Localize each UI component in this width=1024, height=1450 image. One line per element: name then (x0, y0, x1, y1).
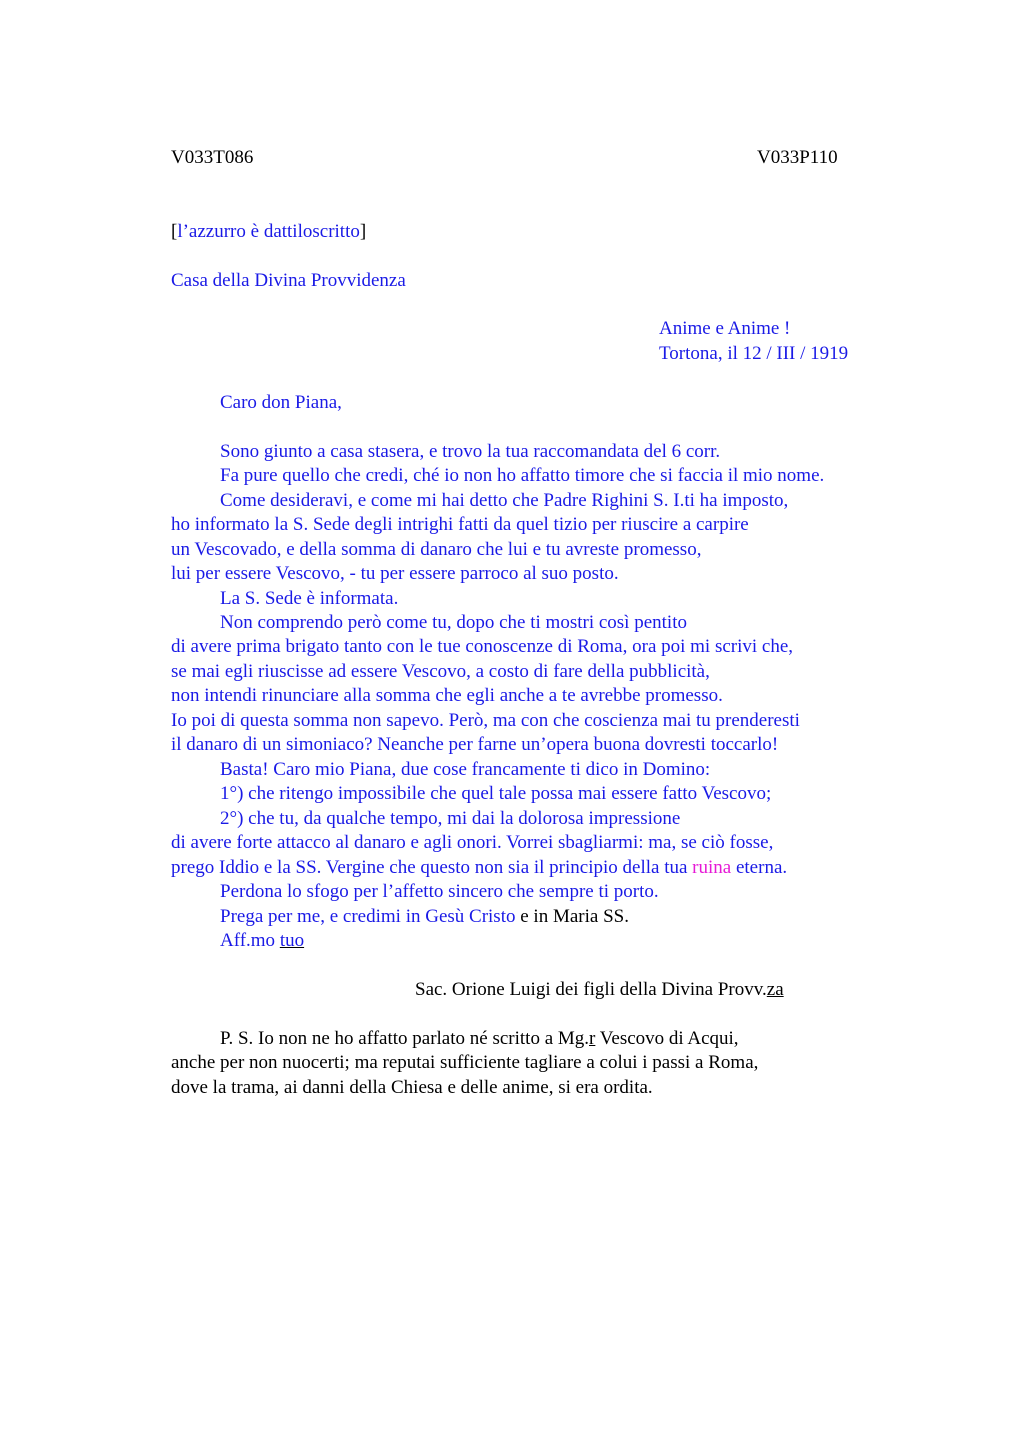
body-line: il danaro di un simoniaco? Neanche per farne un’opera buona dovresti toccarlo! (171, 734, 779, 755)
motto: Anime e Anime ! (659, 318, 791, 339)
body-line: Come desideravi, e come mi hai detto che Padre Righini S. I.ti ha imposto, (220, 490, 789, 511)
note-open-bracket: [ (171, 221, 178, 242)
institution-heading: Casa della Divina Provvidenza (171, 270, 406, 291)
body-line: La S. Sede è informata. (220, 588, 399, 609)
postscript-line: dove la trama, ai danni della Chiesa e delle anime, si era ordita. (171, 1077, 653, 1098)
body-line: Non comprendo però come tu, dopo che ti mostri così pentito (220, 612, 687, 633)
body-line: Fa pure quello che credi, ché io non ho affatto timore che si faccia il mio nome. (220, 465, 825, 486)
postscript-line: anche per non nuocerti; ma reputai sufficiente tagliare a colui i passi a Roma, (171, 1052, 759, 1073)
editorial-note (171, 220, 366, 245)
closing-line (220, 929, 304, 954)
closing-text: Aff.mo (220, 930, 280, 951)
place-date: Tortona, il 12 / III / 1919 (659, 343, 849, 364)
handwritten-text: e in Maria SS. (515, 906, 629, 927)
body-line: 2°) che tu, da qualche tempo, mi dai la dolorosa impressione (220, 808, 681, 829)
body-line: Io poi di questa somma non sapevo. Però, ma con che coscienza mai tu prenderesti (171, 710, 800, 731)
postscript-line (220, 1027, 739, 1052)
body-line: di avere prima brigato tanto con le tue conoscenze di Roma, ora poi mi scrivi che, (171, 636, 794, 657)
body-line: non intendi rinunciare alla somma che egli anche a te avrebbe promesso. (171, 685, 723, 706)
underlined-word: tuo (279, 930, 305, 951)
body-line: 1°) che ritengo impossibile che quel tale possa mai essere fatto Vescovo; (220, 783, 772, 804)
body-line: Sono giunto a casa stasera, e trovo la tua raccomandata del 6 corr. (220, 441, 721, 462)
body-line: se mai egli riuscisse ad essere Vescovo, a costo di fare della pubblicità, (171, 661, 710, 682)
body-line (171, 856, 787, 881)
postscript-underlined: r (589, 1028, 596, 1049)
body-line: lui per essere Vescovo, - tu per essere parroco al suo posto. (171, 563, 619, 584)
body-line (220, 905, 629, 930)
signature-suffix: za (766, 979, 784, 1000)
document-code-right: V033P110 (757, 147, 838, 168)
highlighted-word: ruina (692, 857, 732, 878)
body-line: Perdona lo sfogo per l’affetto sincero che sempre ti porto. (220, 881, 659, 902)
body-line: Basta! Caro mio Piana, due cose francamente ti dico in Domino: (220, 759, 711, 780)
signature (415, 978, 784, 1003)
body-text: prego Iddio e la SS. Vergine che questo non sia il principio della tua (171, 857, 693, 878)
postscript-text: Vescovo di Acqui, (595, 1028, 739, 1049)
body-text: Prega per me, e credimi in Gesù Cristo (220, 906, 516, 927)
body-line: di avere forte attacco al danaro e agli onori. Vorrei sbagliarmi: ma, se ciò fosse, (171, 832, 774, 853)
postscript-text: P. S. Io non ne ho affatto parlato né scritto a Mg. (220, 1028, 590, 1049)
body-text: eterna. (731, 857, 788, 878)
note-text: l’azzurro è dattiloscritto (177, 221, 360, 242)
note-close-bracket: ] (359, 221, 367, 242)
body-line: ho informato la S. Sede degli intrighi fatti da quel tizio per riuscire a carpire (171, 514, 749, 535)
body-line: un Vescovado, e della somma di danaro che lui e tu avreste promesso, (171, 539, 702, 560)
salutation: Caro don Piana, (220, 392, 342, 413)
document-code-left: V033T086 (171, 147, 254, 168)
signature-text: Sac. Orione Luigi dei figli della Divina Provv. (415, 979, 767, 1000)
